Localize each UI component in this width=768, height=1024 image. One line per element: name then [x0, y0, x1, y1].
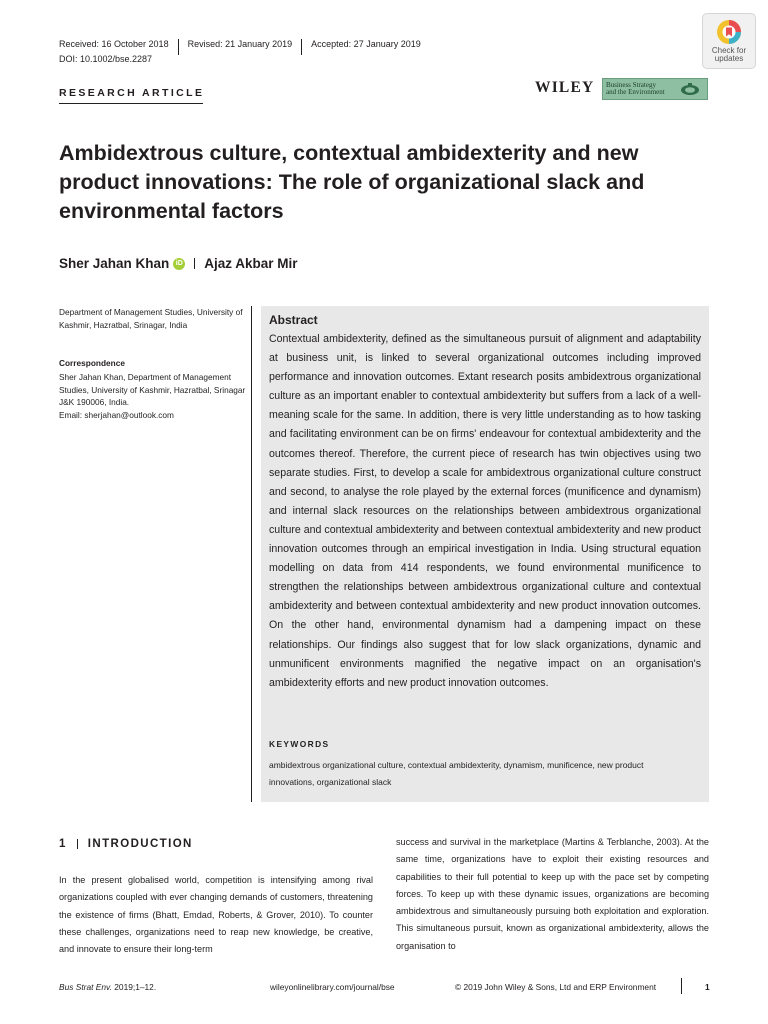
check-for-updates-button[interactable]	[702, 13, 756, 69]
section-title: INTRODUCTION	[87, 838, 193, 850]
journal-logo-text: Business Strategy	[606, 80, 656, 89]
journal-abbrev: Bus Strat Env.	[59, 982, 112, 992]
volume-pages: 2019;1–12.	[111, 982, 157, 992]
author-divider	[194, 258, 195, 269]
journal-logo-text: and the Environment	[606, 88, 665, 96]
abstract-text: Contextual ambidexterity, defined as the simultaneous pursuit of alignment and adaptability at business unit, is linked to several organizational outcomes including improved performance and innovation outcomes. Extant research posits ambidextrous organizational culture as an important enabler to contextual ambidexterity but suffers from a lack of a well-meaning scale for the same. In addition, there is very little understanding as to how tasking and facilitating environment can be on firms' endeavour for contextual ambidexterity and the outcomes thereof. Therefore, the current piece of research has twin objectives using two separate studies. First, to develop a scale for ambidextrous organizational culture construct and second, to analyse the role played by the external forces (munificence and dynamism) and internal slack resources on the relationships between ambidextrous organizational culture and contextual ambidexterity and between contextual ambidexterity and new product innovation outcomes through an empirical investigation in India. Using structural equation modelling on data from 414 respondents, we found environmental munificence to strengthen the relationships between ambidextrous organizational culture and contextual ambidexterity and between contextual ambidexterity and new product innovation outcomes. On the other hand, environmental dynamism had a dampening impact on these relationships. Our findings also suggest that for low slack organizations, dynamic and unmunificent environments magnified the negative impact on an organisation's ambidexterity efforts and new product innovation outcomes.	[269, 333, 701, 689]
date-divider	[301, 39, 302, 55]
author-affiliation: Department of Management Studies, University of Kashmir, Hazratbal, Srinagar, India	[59, 307, 243, 330]
journal-logo	[602, 78, 708, 100]
orcid-icon[interactable]: iD	[173, 258, 185, 270]
correspondence-email[interactable]: Email: sherjahan@outlook.com	[59, 409, 174, 420]
author-name[interactable]: Ajaz Akbar Mir	[204, 256, 298, 271]
article-dates	[59, 36, 421, 52]
check-updates-label: Check for	[711, 46, 747, 55]
section-heading	[59, 838, 193, 850]
date-divider	[178, 39, 179, 55]
column-divider	[251, 306, 252, 802]
article-type-underline	[59, 103, 203, 104]
author-list	[59, 256, 298, 271]
doi-link[interactable]: DOI: 10.1002/bse.2287	[59, 54, 153, 64]
wiley-logo: WILEY	[535, 79, 595, 96]
correspondence-details	[59, 371, 249, 421]
journal-emblem-icon	[679, 82, 701, 96]
body-text-left-column: In the present globalised world, competition is intensifying among rival organizations coupled with ever changing demands of customers, threatening the existence of firms (Bhatt, Emdad, Roberts, & Grover, 2010). To counter these challenges, organizations need to reap new knowledge, be creative, and innovate to ensure their long-term	[59, 875, 373, 955]
footer-citation	[59, 982, 156, 992]
article-type-label: RESEARCH ARTICLE	[59, 87, 205, 99]
correspondence-address: Sher Jahan Khan, Department of Management Studies, University of Kashmir, Hazratbal, Srinagar J&K 190006, India.	[59, 372, 246, 408]
correspondence-heading: Correspondence	[59, 358, 125, 368]
keywords-heading: KEYWORDS	[269, 739, 330, 749]
check-updates-label: updates	[714, 54, 744, 63]
author-name[interactable]: Sher Jahan Khan	[59, 256, 170, 271]
footer-copyright: © 2019 John Wiley & Sons, Ltd and ERP Environment	[455, 982, 657, 992]
accepted-date: Accepted: 27 January 2019	[311, 39, 421, 49]
section-number: 1	[59, 838, 67, 850]
revised-date: Revised: 21 January 2019	[187, 39, 293, 49]
footer-divider	[681, 978, 682, 994]
section-divider	[77, 839, 78, 849]
footer-url[interactable]: wileyonlinelibrary.com/journal/bse	[270, 982, 395, 992]
body-text-right-column: success and survival in the marketplace (Martins & Terblanche, 2003). At the same time, organizations have to exploit their existing resources and capabilities to their full potential to keep up with the pace set by competing forces. To keep up with these dynamic issues, organizations are becoming ambidextrous and simultaneously pursuing both exploitation and exploration. This simultaneous pursuit, known as organizational ambidexterity, allows the organisation to	[396, 837, 709, 951]
crossmark-icon	[715, 18, 743, 46]
article-title: Ambidextrous culture, contextual ambidexterity and new product innovations: The role of organizational slack and environmental factors	[59, 141, 645, 223]
received-date: Received: 16 October 2018	[59, 39, 169, 49]
page-number: 1	[705, 982, 710, 992]
abstract-heading: Abstract	[269, 313, 318, 327]
keywords-list: ambidextrous organizational culture, contextual ambidexterity, dynamism, munificence, new product innovations, organizational slack	[269, 760, 644, 787]
